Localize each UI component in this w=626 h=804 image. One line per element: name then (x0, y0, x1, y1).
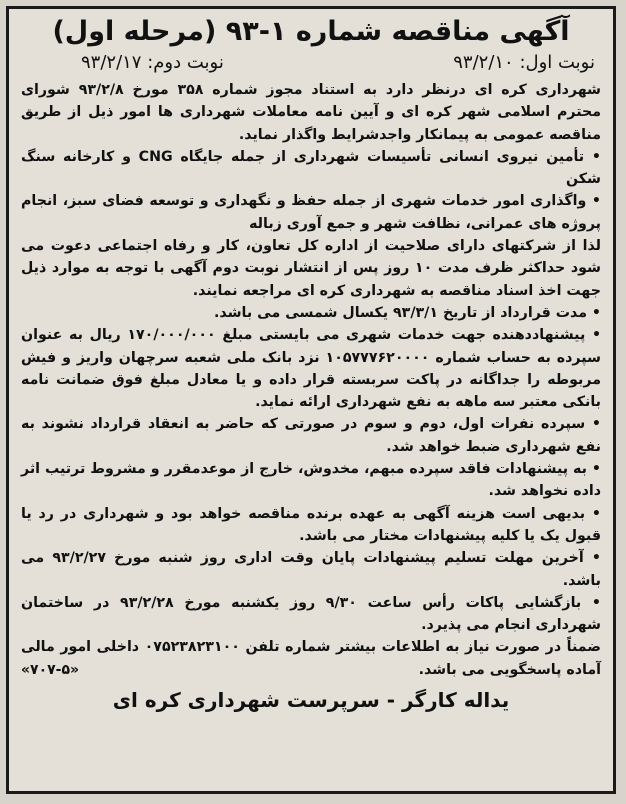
scope-item: • تأمین نیروی انسانی تأسیسات شهرداری از جمله جایگاه CNG و کارخانه سنگ شکن (21, 146, 601, 191)
condition-item: • بدیهی است هزینه آگهی به عهده برنده مناقصه خواهد بود و شهرداری در رد یا قبول یک یا کلیه پیشنهادات مختار می باشد. (21, 503, 601, 548)
round-two-date: نوبت دوم: ۹۳/۲/۱۷ (81, 52, 224, 73)
tender-notice (6, 6, 616, 794)
condition-item: • پیشنهاددهنده جهت خدمات شهری می بایستی مبلغ ۱۷۰/۰۰۰/۰۰۰ ریال به عنوان سپرده به حساب شماره ۱۰۵۷۷۷۶۲۰۰۰۰ نزد بانک ملی شعبه سرچهان واریز و فیش مربوطه را جداگانه در پاکت سربسته قرار داده و یا معادل مبلغ فوق ضمانت نامه بانکی معتبر سه ماهه به نفع شهرداری ارائه نماید. (21, 324, 601, 413)
condition-item: • به پیشنهادات فاقد سپرده مبهم، مخدوش، خارج از موعدمقرر و مشروط ترتیب اثر داده نخواهد شد. (21, 458, 601, 503)
notice-code: «۷۰۷-۵» (21, 662, 80, 679)
publication-rounds (21, 51, 601, 75)
contact-paragraph: ضمناً در صورت نیاز به اطلاعات بیشتر شماره تلفن ۰۷۵۲۳۸۲۳۱۰۰ داخلی امور مالی آماده پاسخگویی می باشد. (21, 639, 601, 678)
condition-item: • مدت قرارداد از تاریخ ۹۳/۳/۱ یکسال شمسی می باشد. (21, 302, 601, 324)
intro-paragraph: شهرداری کره ای درنظر دارد به استناد مجوز شماره ۳۵۸ مورخ ۹۳/۲/۸ شورای محترم اسلامی شهر کره ای و آیین نامه معاملات شهرداری ها امور ذیل از طریق مناقصه عمومی به پیمانکار واجدشرایط واگذار نماید. (21, 82, 602, 143)
notice-body (21, 79, 601, 681)
condition-item: • بازگشایی پاکات رأس ساعت ۹/۳۰ روز یکشنبه مورخ ۹۳/۲/۲۸ در ساختمان شهرداری انجام می پذیرد. (21, 592, 601, 637)
round-one-date: نوبت اول: ۹۳/۲/۱۰ (453, 52, 595, 73)
condition-item: • آخرین مهلت تسلیم پیشنهادات پایان وقت اداری روز شنبه مورخ ۹۳/۲/۲۷ می باشد. (21, 547, 601, 592)
notice-title: آگهی مناقصه شماره ۱-۹۳ (مرحله اول) (52, 16, 570, 47)
signature-line: یداله کارگر - سرپرست شهرداری کره ای (112, 688, 510, 713)
invitation-paragraph: لذا از شرکتهای دارای صلاحیت از اداره کل تعاون، کار و رفاه اجتماعی دعوت می شود حداکثر ظرف مدت ۱۰ روز پس از انتشار نوبت دوم آگهی با توجه به موارد ذیل جهت اخذ اسناد مناقصه به شهرداری کره ای مراجعه نمایند. (21, 238, 601, 299)
scope-item: • واگذاری امور خدمات شهری از جمله حفظ و نگهداری و توسعه فضای سبز، انجام پروژه های عمرانی، نظافت شهر و جمع آوری زباله (21, 190, 601, 235)
condition-item: • سپرده نفرات اول، دوم و سوم در صورتی که حاضر به انعقاد قرارداد نشوند به نفع شهرداری ضبط خواهد شد. (21, 413, 601, 458)
